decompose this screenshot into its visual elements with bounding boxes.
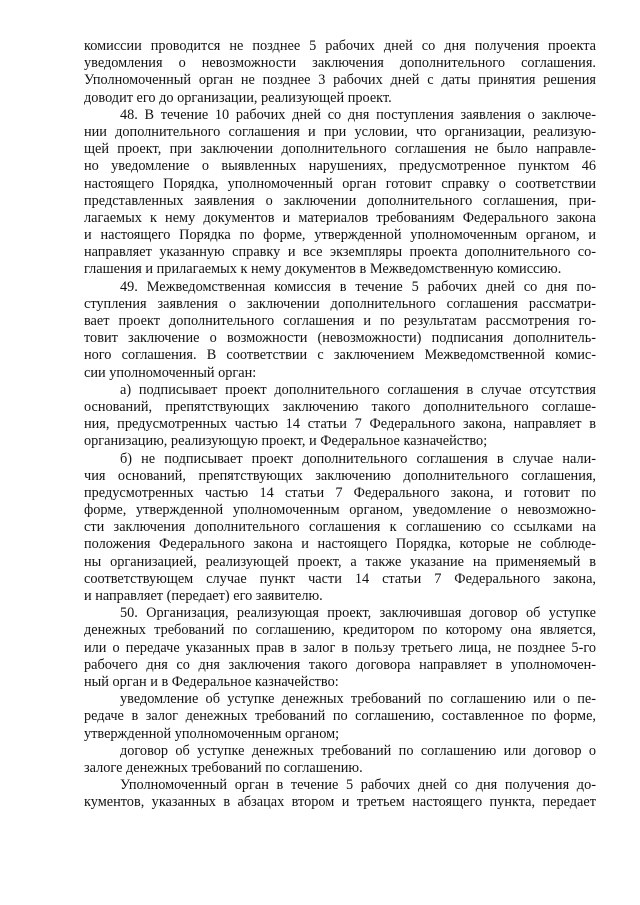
text-line: уведомление об уступке денежных требований по соглашению или о пе- xyxy=(120,691,596,708)
text-line: и направляет (передает) его заявителю. xyxy=(84,588,323,604)
text-line: утвержденной уполномоченным органом; xyxy=(84,725,340,742)
text-line: лагаемых к нему документов и материалов требованиям Федерального закона xyxy=(84,209,596,226)
text-line: залоге денежных требований по соглашению. xyxy=(84,759,363,776)
text-line: 49. Межведомственная комиссия в течение 5 рабочих дней со дня по- xyxy=(120,278,596,295)
text-line: форме, утвержденной уполномоченным органом, уведомление о невозможно- xyxy=(84,502,596,519)
text-line: Уполномоченный орган не позднее 3 рабочих дней с даты принятия решения xyxy=(84,72,596,89)
text-line: сти заключения дополнительного соглашения к соглашению со ссылками на xyxy=(84,519,596,536)
text-line: ния, предусмотренных частью 14 статьи 7 Федерального закона, направляет в xyxy=(84,416,596,433)
text-line: ступления заявления о заключении дополнительного соглашения рассматри- xyxy=(84,295,596,312)
text-line: ного соглашения. В соответствии с заключением Межведомственной комис- xyxy=(84,347,596,364)
text-line: направляет указанную справку и все экземпляры проекта дополнительного со- xyxy=(84,244,596,261)
text-line: договор об уступке денежных требований по соглашению или договор о xyxy=(120,742,596,759)
text-line: вает проект дополнительного соглашения и по результатам рассмотрения го- xyxy=(84,313,596,329)
text-line: щей проект, при заключении дополнительного соглашения не было направле- xyxy=(84,141,596,158)
text-line: товит заключение о возможности (невозможности) подписания дополнитель- xyxy=(84,330,596,347)
text-line: сии уполномоченный орган: xyxy=(84,364,257,381)
text-line: ны организацией, реализующей проект, а также указание на применяемый в xyxy=(84,553,596,570)
text-line: Уполномоченный орган в течение 5 рабочих дней со дня получения до- xyxy=(120,777,596,794)
text-line: рабочего дня со дня заключения такого договора направляет в уполномочен- xyxy=(84,656,596,673)
text-line: 50. Организация, реализующая проект, заключившая договор об уступке xyxy=(120,605,596,622)
text-line: редаче в залог денежных требований по соглашению, составленное по форме, xyxy=(84,708,596,725)
text-line: соответствующем случае пункт части 14 статьи 7 Федерального закона, xyxy=(84,570,596,587)
text-line: но уведомление о выявленных нарушениях, предусмотренное пунктом 46 xyxy=(84,158,596,175)
text-line: денежных требований по соглашению, кредитором по которому она является, xyxy=(84,622,596,639)
text-line: ный орган и в Федеральное казначейство: xyxy=(84,673,339,690)
document-page xyxy=(84,38,596,811)
text-line: нии дополнительного соглашения и при условии, что организации, реализую- xyxy=(84,123,596,140)
text-line: организацию, реализующую проект, и Федеральное казначейство; xyxy=(84,433,488,450)
text-line: настоящего Порядка, уполномоченный орган готовит справку о соответствии xyxy=(84,175,596,192)
text-line: представленных заявления о заключении дополнительного соглашения, при- xyxy=(84,192,596,209)
text-line: предусмотренных частью 14 статьи 7 Федерального закона, и готовит по xyxy=(84,484,596,501)
text-line: оснований, препятствующих заключению такого дополнительного соглаше- xyxy=(84,398,596,415)
text-line: положения Федерального закона и настоящего Порядка, которые не соблюде- xyxy=(84,536,596,553)
text-line: доводит его до организации, реализующей проект. xyxy=(84,89,392,106)
text-line: уведомления о невозможности заключения дополнительного соглашения. xyxy=(84,55,596,72)
text-line: а) подписывает проект дополнительного соглашения в случае отсутствия xyxy=(120,381,596,398)
text-line: кументов, указанных в абзацах втором и третьем настоящего пункта, передает xyxy=(84,794,596,811)
text-line: б) не подписывает проект дополнительного соглашения в случае нали- xyxy=(120,450,596,467)
text-line: и настоящего Порядка по форме, утвержденной уполномоченным органом, и xyxy=(84,227,596,244)
text-line: глашения и прилагаемых к нему документов в Межведомственную комиссию. xyxy=(84,261,562,278)
text-line: или о передаче указанных прав в залог в пользу третьего лица, не позднее 5-го xyxy=(84,639,596,656)
text-line: комиссии проводится не позднее 5 рабочих дней со дня получения проекта xyxy=(84,38,596,54)
text-line: 48. В течение 10 рабочих дней со дня поступления заявления о заключе- xyxy=(120,106,596,123)
text-line: чия оснований, препятствующих заключению дополнительного соглашения, xyxy=(84,467,596,484)
